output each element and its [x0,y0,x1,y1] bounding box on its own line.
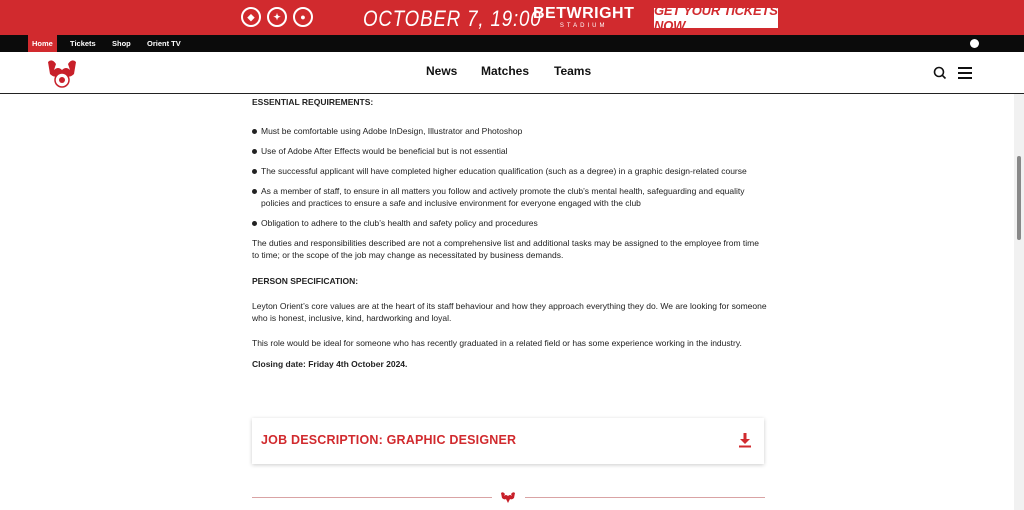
nav-news[interactable]: News [426,64,458,78]
menu-icon[interactable] [958,67,972,82]
crest-2-icon: ✦ [267,7,287,27]
bullet-item: Must be comfortable using Adobe InDesign, Illustrator and Photoshop [252,125,768,137]
nav-teams[interactable]: Teams [554,64,592,78]
sponsor-sub: STADIUM [559,23,608,29]
divider-right [525,497,765,498]
main-nav [0,52,1024,94]
ideal-candidate-text: This role would be ideal for someone who has recently graduated in a related field or has some experience working in the industry. [252,338,742,348]
values-text: Leyton Orient’s core values are at the heart of its staff behaviour and how they approach everything they do. We are looking for someone who is honest, inclusive, kind, hardworking and loyal. [252,301,767,323]
job-description-card[interactable] [252,418,764,464]
club-crest-small-icon [500,490,516,504]
download-icon[interactable] [738,432,752,448]
divider-left [252,497,492,498]
bullet-item: Use of Adobe After Effects would be beneficial but is not essential [252,145,768,157]
essential-heading: ESSENTIAL REQUIREMENTS: [252,97,374,107]
bullet-item: Obligation to adhere to the club’s health and safety policy and procedures [252,217,768,229]
scrollbar-thumb[interactable] [1017,156,1021,240]
page-scrollbar[interactable] [1014,94,1024,510]
person-spec-heading: PERSON SPECIFICATION: [252,276,359,286]
bullet-item: As a member of staff, to ensure in all matters you follow and actively promote the club’s mental health, safeguarding and equality policies and practices to ensure a safe and inclusive environment for everyone engaged with the club [252,185,768,209]
job-description-title[interactable]: JOB DESCRIPTION: GRAPHIC DESIGNER [261,433,517,447]
topnav-home[interactable]: Home [28,35,57,52]
topnav-orient-tv[interactable]: Orient TV [147,39,181,48]
closing-date: Closing date: Friday 4th October 2024. [252,359,408,369]
topnav-shop[interactable]: Shop [112,39,131,48]
job-content [252,94,768,370]
get-tickets-button[interactable]: GET YOUR TICKETS NOW [654,3,778,33]
search-icon[interactable] [933,66,947,80]
promo-date: OCTOBER 7, 19:00 [363,6,542,31]
crest-3-icon: ● [293,7,313,27]
user-icon[interactable] [970,39,979,48]
crest-1-icon: ◆ [241,7,261,27]
top-nav [0,35,1024,52]
sponsor-name: BETWRIGHT [533,5,635,22]
nav-matches[interactable]: Matches [481,64,530,78]
sponsor-logo [533,6,634,30]
topnav-tickets[interactable]: Tickets [70,39,96,48]
promo-banner[interactable] [0,0,1024,35]
crest-group [241,7,313,27]
duties-text: The duties and responsibilities described are not a comprehensive list and additional tasks may be assigned to the employee from time to time; or the scope of the job may change as necessitated by business demands. [252,238,759,260]
bullet-item: The successful applicant will have completed higher education qualification (such as a degree) in a graphic design-related course [252,165,768,177]
club-crest-icon[interactable] [44,56,80,90]
